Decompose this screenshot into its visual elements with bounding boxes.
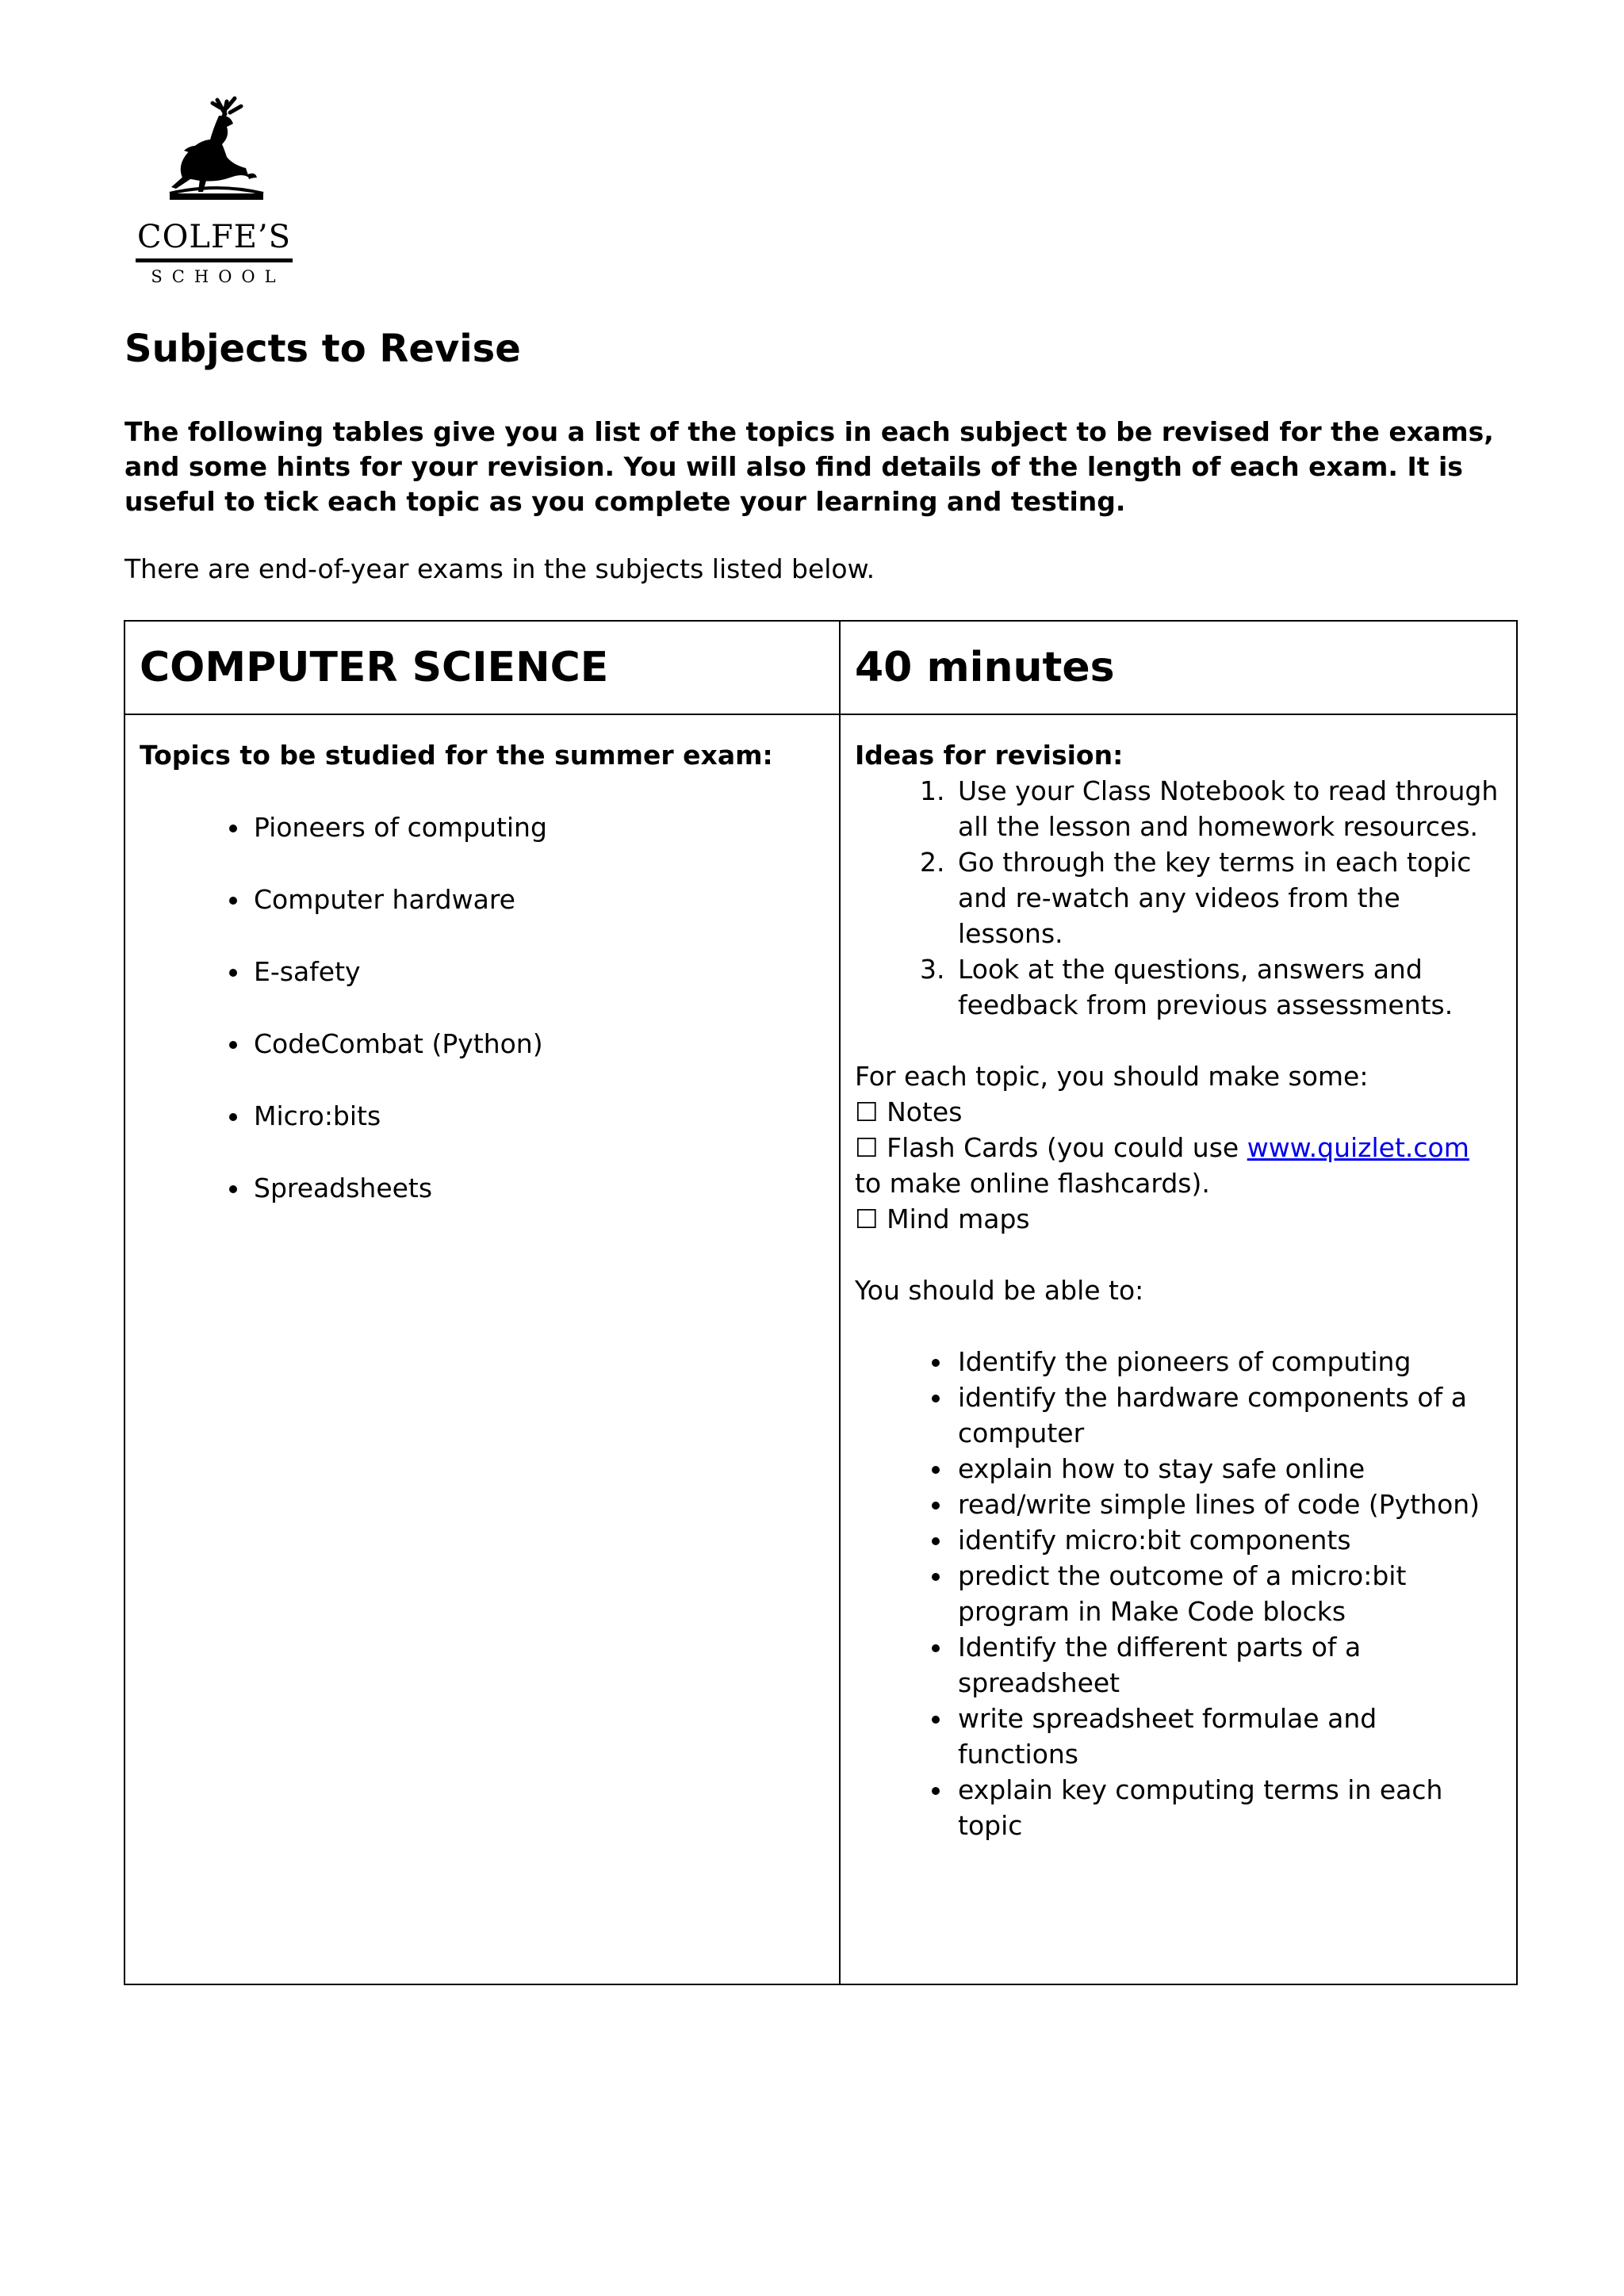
exams-note: There are end-of-year exams in the subjects listed below.	[124, 553, 875, 584]
subject-name: COMPUTER SCIENCE	[124, 621, 840, 714]
logo-subtitle: SCHOOL	[151, 267, 285, 286]
ideas-list	[855, 773, 1502, 1023]
able-list	[855, 1344, 1502, 1843]
able-item: • identify the hardware components of a computer	[953, 1380, 1502, 1451]
make-heading: For each topic, you should make some:	[855, 1061, 1369, 1092]
idea-item: 2. Go through the key terms in each topic and re-watch any videos from the lessons.	[953, 844, 1502, 951]
topic-list	[140, 809, 825, 1206]
able-item: • read/write simple lines of code (Python)	[953, 1487, 1502, 1522]
make-block	[855, 1058, 1502, 1237]
topic-item: • Pioneers of computing	[251, 809, 825, 845]
topics-cell	[124, 714, 840, 1984]
subject-header-row	[124, 621, 1517, 714]
intro-paragraph: The following tables give you a list of the topics in each subject to be revised for the exams, and some hints for your revision. You will also find details of the length of each exam. It is useful to tick each topic as you complete your learning and testing.	[124, 416, 1494, 517]
subject-table	[124, 620, 1518, 1985]
checkbox-icon[interactable]: ☐	[855, 1096, 879, 1127]
able-item: • Identify the different parts of a spreadsheet	[953, 1629, 1502, 1701]
logo-wordmark: COLFE’S	[136, 219, 293, 262]
make-notes-line	[855, 1094, 1502, 1130]
quizlet-link[interactable]: www.quizlet.com	[1247, 1132, 1469, 1163]
able-heading: You should be able to:	[855, 1275, 1144, 1306]
able-item: • explain how to stay safe online	[953, 1451, 1502, 1487]
idea-item: 3. Look at the questions, answers and feedback from previous assessments.	[953, 951, 1502, 1023]
able-item: • Identify the pioneers of computing	[953, 1344, 1502, 1380]
checkbox-icon[interactable]: ☐	[855, 1203, 879, 1234]
able-item: • explain key computing terms in each topic	[953, 1772, 1502, 1843]
able-item: • identify micro:bit components	[953, 1522, 1502, 1558]
make-mind-line	[855, 1201, 1502, 1237]
school-logo	[135, 95, 293, 285]
make-mind-label: Mind maps	[887, 1203, 1030, 1234]
page-title: Subjects to Revise	[124, 327, 521, 371]
checkbox-icon[interactable]: ☐	[855, 1132, 879, 1163]
exam-duration: 40 minutes	[840, 621, 1517, 714]
able-item: • write spreadsheet formulae and functions	[953, 1701, 1502, 1772]
ideas-cell	[840, 714, 1517, 1984]
subject-body-row	[124, 714, 1517, 1984]
able-item: • predict the outcome of a micro:bit program in Make Code blocks	[953, 1558, 1502, 1629]
make-flash-suffix: to make online flashcards).	[855, 1168, 1210, 1199]
topic-item: • CodeCombat (Python)	[251, 1026, 825, 1062]
topics-heading: Topics to be studied for the summer exam:	[140, 740, 773, 771]
make-notes-label: Notes	[887, 1096, 963, 1127]
stag-crest-icon	[154, 95, 273, 214]
idea-item: 1. Use your Class Notebook to read through all the lesson and homework resources.	[953, 773, 1502, 844]
topic-item: • Computer hardware	[251, 882, 825, 917]
topic-item: • E-safety	[251, 954, 825, 989]
topic-item: • Spreadsheets	[251, 1170, 825, 1206]
make-flash-prefix: Flash Cards (you could use	[887, 1132, 1247, 1163]
make-flash-line	[855, 1130, 1502, 1201]
ideas-heading: Ideas for revision:	[855, 740, 1124, 771]
topic-item: • Micro:bits	[251, 1098, 825, 1134]
